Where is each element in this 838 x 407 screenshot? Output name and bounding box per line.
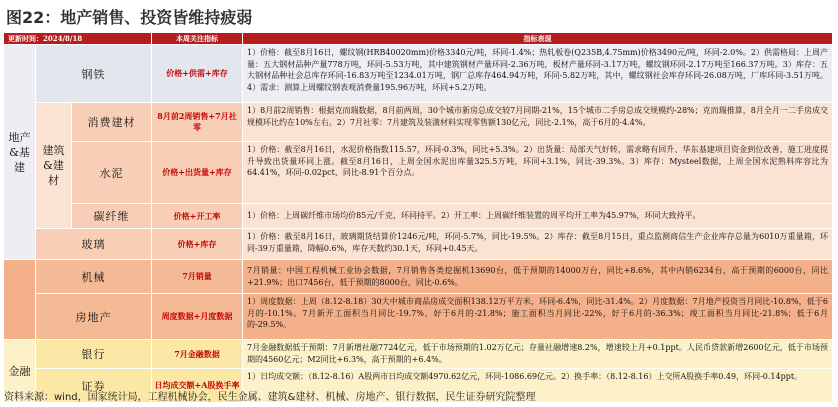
row-perf-glass: 1）价格：截至8月16日，玻璃期货结算价1246元/吨，环同-5.7%，同比-19.5%。2）库存：截至8月15日，重点监测商信生产企业库存总量为6010万重量箱，环同-39万重量箱，降幅0.6%，库存天数约30.1天，环同+0.45天。 bbox=[243, 229, 833, 260]
row-perf-consumer-building-materials: 1）8月前2周销售：根据克而瑞数据，8月前两周，30个城市新房总成交较7月同期-21%，15个城市二手房总成交规模约-28%；克而瑞推算，8月全月一二手房成交规模环比约在10%左右。2）7月社零：7月建筑及装潢材料实现零售额130亿元，同比-2.1%，高于6月的-4.4%。 bbox=[243, 103, 833, 142]
row-focus-carbon-fiber: 价格+开工率 bbox=[152, 204, 243, 229]
row-item-real-estate: 房地产 bbox=[36, 294, 152, 340]
row-focus-banks: 7月金融数据 bbox=[152, 340, 243, 369]
figure-title: 图22：地产销售、投资皆维持疲弱 bbox=[6, 8, 253, 27]
row-perf-steel: 1）价格：截至8月16日，螺纹钢(HRB40020mm)价格3340元/吨，环同-1.4%；热轧板卷(Q235B,4.75mm)价格3490元/吨，环同-2.0%。2）供需格局：上周产量：五大钢材品种产量778万吨，环同-5.53万吨，其中建筑钢材产量环同-2.36万吨，板材产量环同-3.17万吨，螺纹钢环同-2.17万吨至166.37万吨。3）库存：五大钢材品种社会总库存环同-16.83万吨至1234.01万吨，钢厂总库存464.94万吨，环同-5.82万吨，其中，螺纹钢社会库存环同-26.08万吨，厂库环同-3.51万吨。4）需求：测算上周螺纹钢表观消费量195.96万吨，环同+5.2万吨。 bbox=[243, 45, 833, 103]
row-focus-machinery: 7月销量 bbox=[152, 260, 243, 294]
row-focus-cement: 价格+出货量+库存 bbox=[152, 142, 243, 204]
row-perf-carbon-fiber: 1）价格：上周碳纤维市场均价85元/千克，环同持平。2）开工率：上周碳纤维装置的周平均开工率为45.97%，环同大致持平。 bbox=[243, 204, 833, 229]
row-focus-glass: 价格+库存 bbox=[152, 229, 243, 260]
row-focus-steel: 价格+供需+库存 bbox=[152, 45, 243, 103]
row-focus-real-estate: 周度数据+月度数据 bbox=[152, 294, 243, 340]
section-blank-cell bbox=[4, 260, 36, 340]
row-focus-securities: 日均成交额+A股换手率 bbox=[152, 369, 243, 403]
section-label-building-materials: 建筑&建材 bbox=[36, 103, 72, 229]
row-perf-machinery: 7月销量：中国工程机械工业协会数据，7月销售各类挖掘机13690台，低于预期的14000万台，同比+8.6%，其中内销6234台，高于预期的6000台，同比+21.9%；出口7456台，低于预期的8000台，同比-0.6%。 bbox=[243, 260, 833, 294]
row-perf-banks: 7月金融数据低于预期：7月新增社融7724亿元，低于市场预期的1.02万亿元；存量社融增速8.2%，增速较上月+0.1ppt。人民币贷款新增2600亿元，低于市场预期的4560亿元；M2同比+6.3%，高于预期的+6.4%。 bbox=[243, 340, 833, 369]
row-item-steel: 钢铁 bbox=[36, 45, 152, 103]
row-perf-cement: 1）价格：截至8月16日，水泥价格指数115.57，环同-0.3%，同比+5.3%。2）出货量：局部天气好转，需求略有回升、华东基建项目资金到位改善，施工进度提升导致出货量环同上涨。截至8月16日，上周全国水泥出库量325.5万吨，环同+3.1%，同比-39.3%。3）库存：Mysteel数据，上周全国水泥熟料库容比为64.41%，环同-0.02pct，同比-8.91个百分点。 bbox=[243, 142, 833, 204]
performance-column-header: 指标表现 bbox=[243, 33, 833, 45]
row-item-consumer-building-materials: 消费建材 bbox=[72, 103, 152, 142]
row-item-cement: 水泥 bbox=[72, 142, 152, 204]
row-perf-real-estate: 1）周度数据：上周（8.12-8.18）30大中城市商品房成交面积138.12万平方米，环同-6.4%，同比-31.4%。2）月度数据：7月地产投资当月同比-10.8%，低于6月的-10.1%。7月新开工面积当月同比-19.7%，好于6月的-21.8%；施工面积当月同比-22%，好于6月的-36.3%；竣工面积当月同比-21.8%；低于6月的-29.5%。 bbox=[243, 294, 833, 340]
row-item-glass: 玻璃 bbox=[36, 229, 152, 260]
row-item-banks: 银行 bbox=[36, 340, 152, 369]
row-item-securities: 证券 bbox=[36, 369, 152, 403]
focus-column-header: 本周关注指标 bbox=[152, 33, 243, 45]
source-note: 资料来源：wind，国家统计局，工程机械协会，民生金属、建筑&建材、机械、房地产、银行数据，民生证券研究院整理 bbox=[4, 392, 536, 403]
section-label-property-infra: 地产&基建 bbox=[4, 45, 36, 260]
row-item-machinery: 机械 bbox=[36, 260, 152, 294]
update-time-header: 更新时间：2024/8/18 bbox=[4, 33, 152, 45]
section-label-finance: 金融 bbox=[4, 340, 36, 403]
indicator-table bbox=[4, 33, 833, 393]
row-focus-consumer-building-materials: 8月前2周销售+7月社零 bbox=[152, 103, 243, 142]
row-perf-securities: 1）日均成交额：（8.12-8.16）A股两市日均成交额4970.62亿元，环同-1086.69亿元。2）换手率：（8.12-8.16）上交所A股换手率0.49，环同-0.14ppt。 bbox=[243, 369, 833, 403]
row-item-carbon-fiber: 碳纤维 bbox=[72, 204, 152, 229]
